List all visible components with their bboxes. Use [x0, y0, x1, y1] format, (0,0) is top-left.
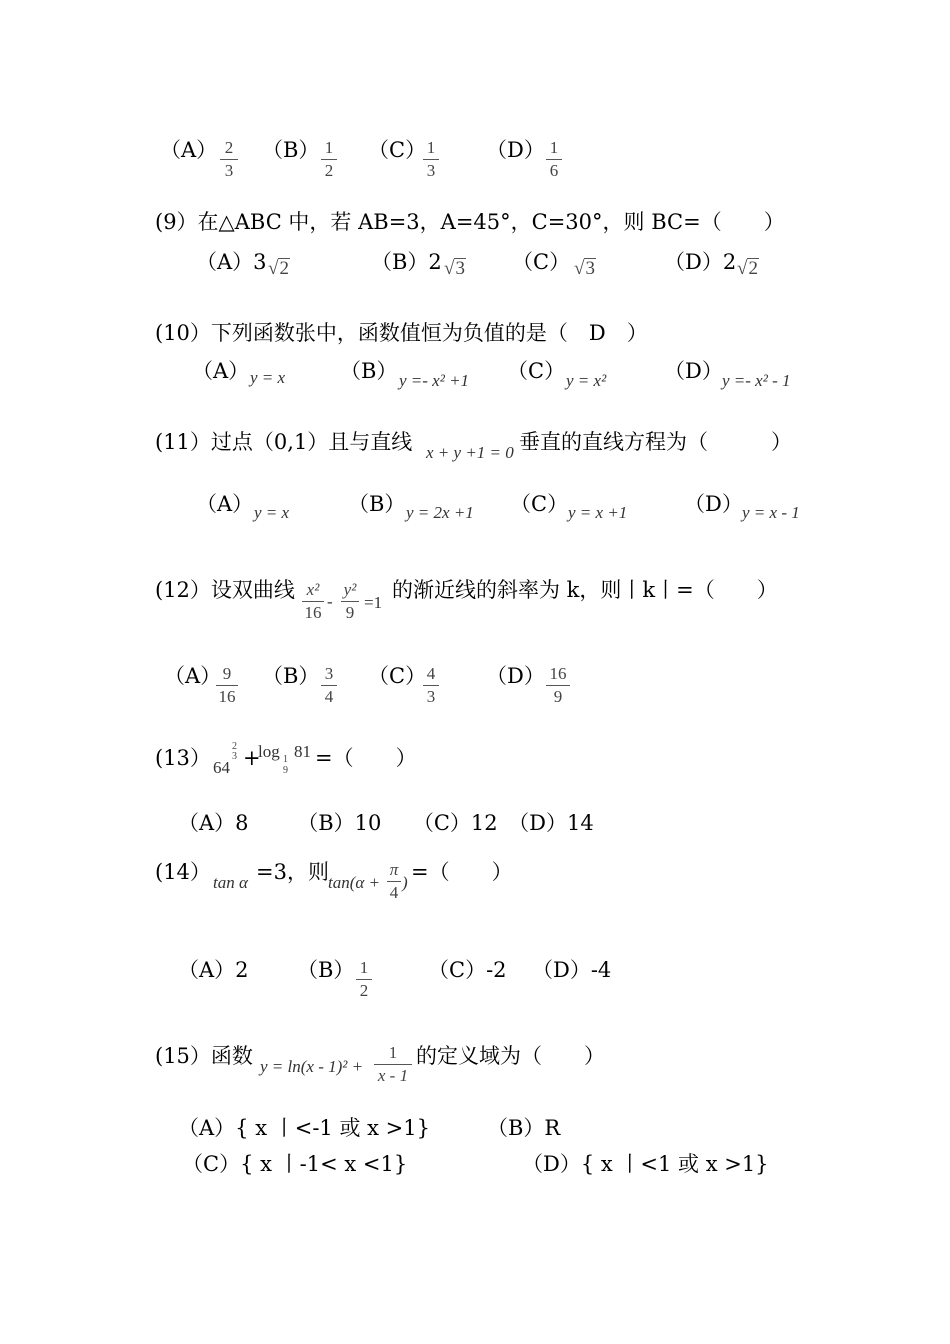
- q10-stem: (10）下列函数张中，函数值恒为负值的是（ D ）: [155, 321, 648, 345]
- q12-option-a-label: （A）: [164, 664, 222, 688]
- q14-tail: =（ ）: [411, 860, 513, 884]
- q8-option-d-label: （D）: [486, 138, 545, 162]
- q10-option-b-label: （B）: [340, 359, 398, 383]
- q12-option-a-fraction: 9 16: [216, 664, 238, 707]
- q10-option-c-label: （C）: [507, 359, 566, 383]
- q10-option-d-expr: y =- x² - 1: [722, 371, 791, 390]
- q10-option-a-expr: y = x: [250, 368, 286, 387]
- q12-option-c-label: （C）: [368, 664, 427, 688]
- q12-fraction-x: x² 16: [302, 580, 324, 623]
- q14-option-b-label: （B）: [297, 958, 355, 982]
- q8-option-a-fraction: 2 3: [220, 138, 238, 181]
- q11-option-c-expr: y = x +1: [568, 503, 628, 522]
- q8-option-c-label: （C）: [368, 138, 427, 162]
- q10-option-d-label: （D）: [664, 359, 723, 383]
- q14-tan-sum-suffix: ): [402, 873, 408, 892]
- q14-tan-sum-prefix: tan(α +: [328, 873, 381, 892]
- q8-option-b-label: （B）: [262, 138, 320, 162]
- q11-option-a-label: （A）: [196, 492, 254, 516]
- q11-stem-expr: x + y +1 = 0: [426, 443, 514, 462]
- q15-option-b: （B）R: [487, 1116, 561, 1140]
- q14-label: (14）: [155, 860, 211, 884]
- q15-stem-prefix: (15）函数: [155, 1044, 253, 1068]
- q11-option-b-label: （B）: [348, 492, 406, 516]
- q14-tan-alpha: tan α: [213, 873, 248, 892]
- q10-option-a-label: （A）: [192, 359, 250, 383]
- q8-option-b-fraction: 1 2: [321, 138, 337, 181]
- q10-option-b-expr: y =- x² +1: [399, 371, 470, 390]
- q13-label: (13）: [155, 746, 211, 770]
- q13-log-base: 1 9: [283, 754, 288, 776]
- q13-options: （A）8 （B）10 （C）12 （D）14: [178, 811, 594, 835]
- q15-option-a: （A）{ x 丨<-1 或 x >1}: [178, 1116, 430, 1140]
- q11-stem-prefix: (11）过点（0,1）且与直线: [155, 430, 413, 454]
- q14-option-b-fraction: 1 2: [356, 958, 372, 1001]
- q9-option-b-sqrt: √3: [444, 258, 465, 279]
- q12-option-b-label: （B）: [262, 664, 320, 688]
- q15-expression: y = ln(x - 1)² +: [260, 1057, 364, 1076]
- q15-option-c: （C）{ x 丨-1< x <1}: [182, 1152, 408, 1176]
- q9-stem: (9）在△ABC 中，若 AB=3，A=45°，C=30°，则 BC=（ ）: [155, 210, 785, 234]
- q12-option-d-fraction: 16 9: [546, 664, 570, 707]
- q11-option-a-expr: y = x: [254, 503, 290, 522]
- q13-exponent: 2 3: [232, 741, 237, 762]
- q11-option-b-expr: y = 2x +1: [406, 503, 474, 522]
- q14-option-c: （C）-2: [428, 958, 507, 982]
- q9-option-d-sqrt: √2: [737, 258, 758, 279]
- q12-equals: =1: [364, 593, 383, 612]
- q8-option-c-fraction: 1 3: [423, 138, 439, 181]
- q13-base: 64: [213, 758, 230, 777]
- q14-option-a: （A）2: [178, 958, 249, 982]
- q14-option-d: （D）-4: [532, 958, 612, 982]
- q8-option-d-fraction: 1 6: [546, 138, 562, 181]
- q13-plus: +: [243, 746, 261, 770]
- q14-pi-over-four: π 4: [387, 860, 401, 903]
- q11-option-d-label: （D）: [684, 492, 743, 516]
- q13-log-argument: 81: [294, 742, 311, 761]
- q9-option-a-label: （A）3: [196, 250, 267, 274]
- q12-option-d-label: （D）: [486, 664, 545, 688]
- q9-option-a-sqrt: √2: [268, 258, 289, 279]
- q14-middle: =3，则: [256, 860, 329, 884]
- q9-option-d-label: （D）2: [664, 250, 737, 274]
- q13-tail: =（ ）: [315, 746, 417, 770]
- q11-stem-suffix: 垂直的直线方程为（ ）: [519, 430, 792, 454]
- q9-option-b-label: （B）2: [371, 250, 442, 274]
- q15-fraction: 1 x - 1: [374, 1043, 412, 1086]
- q12-stem-suffix: 的渐近线的斜率为 k，则丨k丨=（ ）: [392, 578, 778, 602]
- q10-option-c-expr: y = x²: [566, 371, 607, 390]
- q12-fraction-y: y² 9: [341, 580, 359, 623]
- q8-option-a-label: （A）: [160, 138, 218, 162]
- q12-minus: -: [327, 592, 333, 611]
- q11-option-c-label: （C）: [510, 492, 569, 516]
- q15-stem-suffix: 的定义域为（ ）: [416, 1044, 605, 1068]
- q9-option-c-label: （C）: [512, 250, 571, 274]
- q12-option-b-fraction: 3 4: [321, 664, 337, 707]
- q13-log: log: [258, 742, 280, 761]
- q15-option-d: （D）{ x 丨<1 或 x >1}: [522, 1152, 769, 1176]
- q12-option-c-fraction: 4 3: [423, 664, 439, 707]
- q12-stem-prefix: (12）设双曲线: [155, 578, 295, 602]
- q9-option-c-sqrt: √3: [574, 258, 595, 279]
- q11-option-d-expr: y = x - 1: [742, 503, 800, 522]
